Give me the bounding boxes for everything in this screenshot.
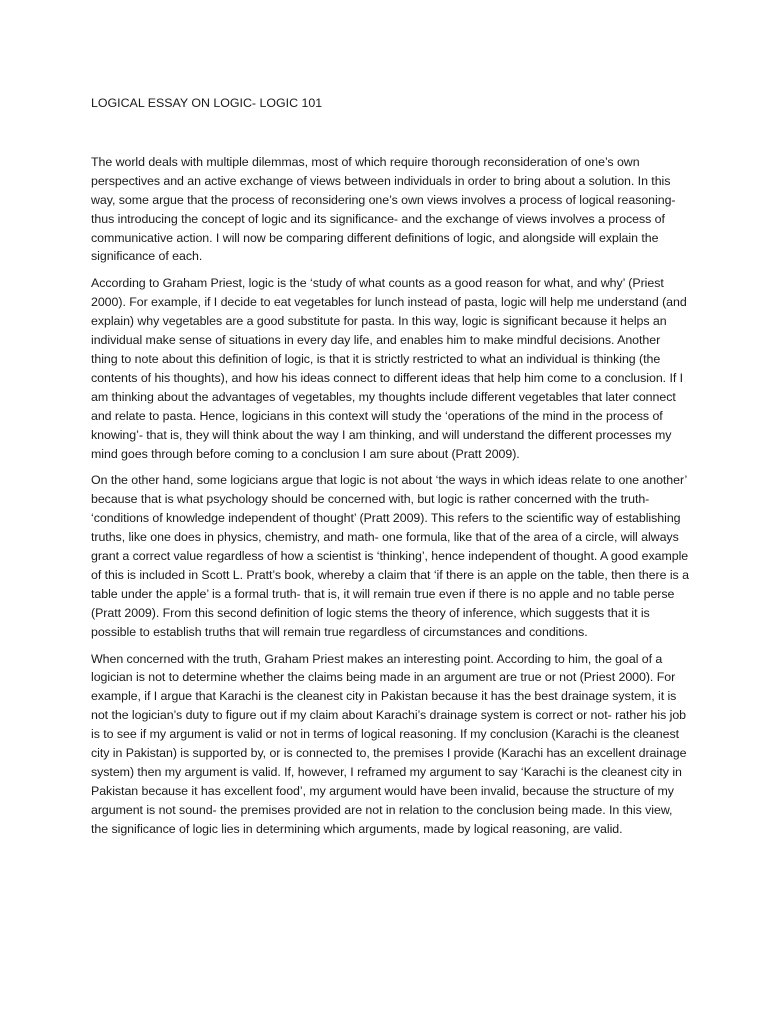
paragraph-intro: The world deals with multiple dilemmas, most of which require thorough reconsideration of one’s own perspectives and an active exchange of views between individuals in order to bring about a solution. In this way, some argue that the process of reconsidering one’s own views involves a process of logical reasoning- thus introducing the concept of logic and its significance- and the exchange of views involves a process of communicative action. I will now be comparing different definitions of logic, and alongside will explain the significance of each.: [91, 154, 676, 264]
paragraph-priest-definition: According to Graham Priest, logic is the ‘study of what counts as a good reason for what, and why’ (Priest 2000). For example, if I decide to eat vegetables for lunch instead of pasta, logic will help me understand (and explain) why vegetables are a good substitute for pasta. In this way, logic is significant because it helps an individual make sense of situations in every day life, and enables him to make mindful decisions. Another thing to note about this definition of logic, is that it is strictly restricted to what an individual is thinking (the contents of his thoughts), and how his ideas connect to different ideas that help him come to a conclusion. If I am thinking about the advantages of vegetables, my thoughts include different vegetables that later connect and relate to pasta. Hence, logicians in this context will study the ‘operations of the mind in the process of knowing’- that is, they will think about the way I am thinking, and will understand the different processes my mind goes through before coming to a conclusion I am sure about (Pratt 2009).: [91, 276, 687, 461]
paragraph-validity: When concerned with the truth, Graham Priest makes an interesting point. According to him, the goal of a logician is not to determine whether the claims being made in an argument are true or not (Priest 2000). For example, if I argue that Karachi is the cleanest city in Pakistan because it has the best drainage system, it is not the logician’s duty to figure out if my claim about Karachi’s drainage system is correct or not- rather his job is to see if my argument is valid or not in terms of logical reasoning. If my conclusion (Karachi is the cleanest city in Pakistan) is supported by, or is connected to, the premises I provide (Karachi has an excellent drainage system) then my argument is valid. If, however, I reframed my argument to say ‘Karachi is the cleanest city in Pakistan because it has excellent food’, my argument would have been invalid, because the structure of my argument is not sound- the premises provided are not in relation to the conclusion being made. In this view, the significance of logic lies in determining which arguments, made by logical reasoning, are valid.: [91, 651, 687, 836]
document-body: [91, 94, 689, 839]
document-title: LOGICAL ESSAY ON LOGIC- LOGIC 101: [91, 96, 323, 110]
paragraph-truth-definition: On the other hand, some logicians argue that logic is not about ‘the ways in which ideas relate to one another’ because that is what psychology should be concerned with, but logic is rather concerned with the truth- ‘conditions of knowledge independent of thought’ (Pratt 2009). This refers to the scientific way of establishing truths, like one does in physics, chemistry, and math- one formula, like that of the area of a circle, will always grant a correct value regardless of how a scientist is ‘thinking’, hence independent of thought. A good example of this is included in Scott L. Pratt’s book, whereby a claim that ‘if there is an apple on the table, then there is a table under the apple’ is a formal truth- that is, it will remain true even if there is no apple and no table perse (Pratt 2009). From this second definition of logic stems the theory of inference, which suggests that it is possible to establish truths that will remain true regardless of circumstances and conditions.: [91, 473, 689, 639]
